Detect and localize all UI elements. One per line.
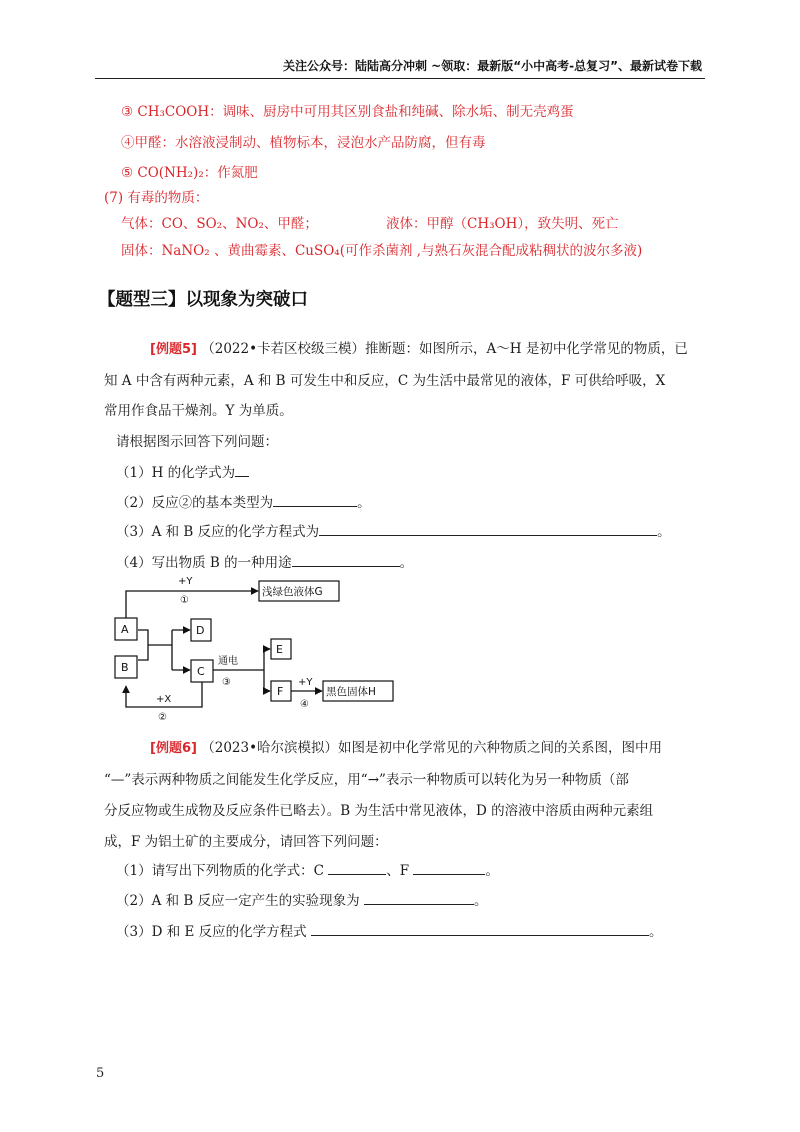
example6-q2 [116,889,487,909]
example6-tag: [例题6] [150,741,197,756]
toxic-solid: 固体：NaNO₂ 、黄曲霉素、CuSO₄(可作杀菌剂 ,与熟石灰混合配成粘稠状的波尔多液) [121,243,643,259]
example6-q1-text: （1）请写出下列物质的化学式：C [116,863,324,879]
label-f: F [277,685,284,698]
example6-q2-text: （2）A 和 B 反应一定产生的实验现象为 [116,893,360,909]
label-g: 浅绿色液体G [262,586,323,598]
label-r2: ② [158,712,167,723]
example6-line3: 分反应物或生成物及反应条件已略去）。B 为生活中常见液体，D 的溶液中溶质由两种元素组 [104,803,654,819]
toxic-gas: 气体：CO、SO₂、NO₂、甲醛； [121,216,318,232]
header-divider [95,78,705,79]
example5-line1 [150,337,688,357]
example5-q4 [116,551,413,571]
example6-line4: 成，F 为铝土矿的主要成分，请回答下列问题： [104,834,388,850]
section-title: 【题型三】以现象为突破口 [98,290,308,310]
answer-blank-ab-phenomenon[interactable] [364,890,474,905]
example6-q1-sep: 、F [386,863,410,879]
example5-tag: [例题5] [150,342,197,357]
answer-blank-h-formula[interactable] [235,462,249,477]
example6-q1 [116,859,499,879]
label-r4: ④ [300,699,309,710]
example6-text1: （2023•哈尔滨模拟）如图是初中化学常见的六种物质之间的关系图，图中用 [201,740,663,756]
example5-q3 [116,520,671,540]
toxic-heading: (7) 有毒的物质： [104,190,209,206]
example5-text1: （2022•卡若区校级三模）推断题：如图所示，A～H 是初中化学常见的物质，已 [201,341,688,357]
example5-line3: 常用作食品干燥剂。Y 为单质。 [104,403,293,419]
example6-q2-period: 。 [473,893,488,909]
example5-q4-period: 。 [399,555,414,571]
label-r3: ③ [222,677,231,688]
label-d: D [196,624,205,637]
example5-q2-text: （2）反应②的基本类型为 [116,495,274,511]
label-r1: ① [180,595,189,606]
label-a: A [121,623,129,636]
label-e: E [276,643,283,656]
answer-blank-de-equation[interactable] [311,921,649,936]
use-item-formaldehyde: ④甲醛：水溶液浸制动、植物标本，浸泡水产品防腐，但有毒 [121,135,486,151]
arrow-a-to-g [126,591,258,618]
answer-blank-c-formula[interactable] [328,860,386,875]
toxic-liquid: 液体：甲醇（CH₃OH），致失明、死亡 [386,216,619,232]
example5-q2 [116,491,371,511]
example6-line1 [150,736,662,756]
example5-q3-text: （3）A 和 B 反应的化学方程式为 [116,524,320,540]
label-plus-x: +X [156,694,172,705]
answer-blank-reaction-type[interactable] [273,492,357,507]
example5-q3-period: 。 [657,524,671,540]
bracket-ab [138,630,148,660]
label-c: C [197,665,205,678]
example5-q1 [116,461,249,481]
label-electrolysis: 通电 [218,656,238,667]
page-header: 关注公众号：陆陆高分冲刺 ~领取：最新版“小中高考-总复习”、最新试卷下载 [283,59,702,73]
example5-q1-text: （1）H 的化学式为 [116,465,236,481]
label-b: B [121,661,129,674]
example5-q4-text: （4）写出物质 B 的一种用途 [116,555,292,571]
page-number: 5 [96,1066,105,1081]
example5-q2-period: 。 [357,495,371,511]
example6-q3 [116,920,662,940]
example5-prompt: 请根据图示回答下列问题： [116,434,278,450]
label-plus-y-top: +Y [178,576,193,587]
label-h: 黑色固体H [326,686,376,698]
use-item-acetic-acid: ③ CH₃COOH：调味、厨房中可用其区别食盐和纯碱、除水垢、制无壳鸡蛋 [121,104,574,120]
inference-diagram [110,570,376,723]
answer-blank-f-formula[interactable] [413,860,485,875]
example6-q3-period: 。 [648,924,663,940]
use-item-urea: ⑤ CO(NH₂)₂：作氮肥 [121,165,258,181]
label-plus-y-bottom: +Y [298,677,313,688]
example6-q3-text: （3）D 和 E 反应的化学方程式 [116,924,307,940]
answer-blank-b-use[interactable] [292,552,400,567]
example5-line2: 知 A 中含有两种元素，A 和 B 可发生中和反应，C 为生活中最常见的液体，F 可供给呼吸，X [104,373,666,389]
answer-blank-ab-equation[interactable] [319,521,657,536]
example6-line2: “—”表示两种物质之间能发生化学反应，用“→”表示一种物质可以转化为另一种物质（部 [104,772,629,788]
example6-q1-period: 。 [485,863,499,879]
